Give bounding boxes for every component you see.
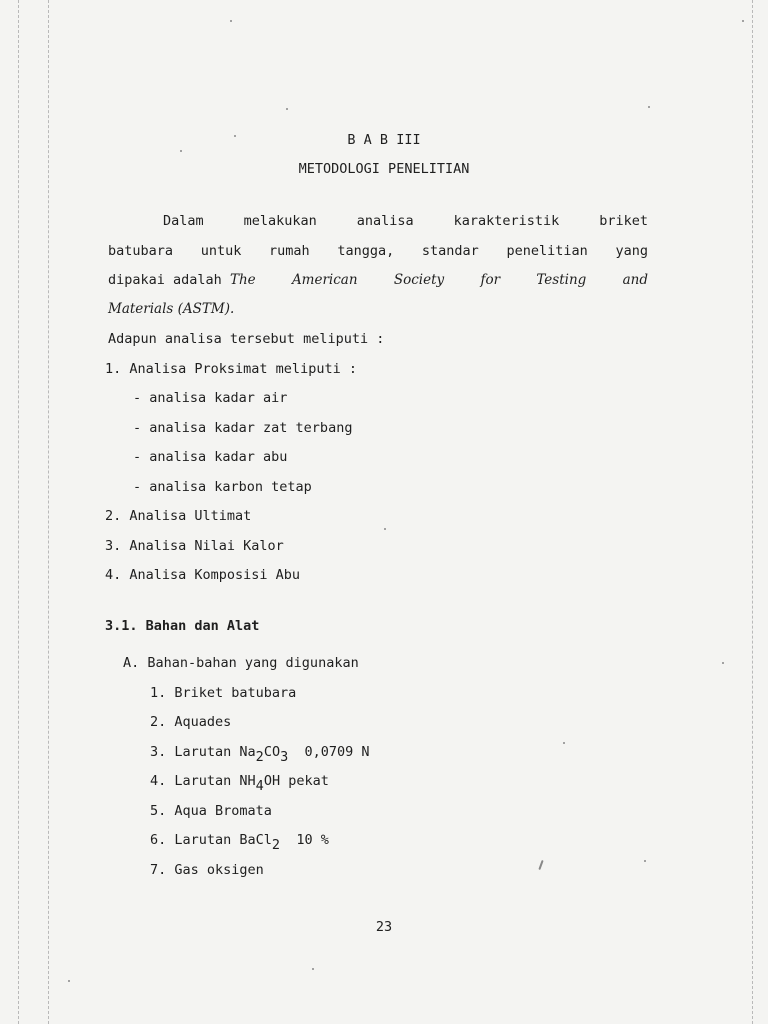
material-6: 6. Larutan BaCl2 10 % bbox=[150, 832, 329, 853]
paragraph-line-1: Dalam melakukan analisa karakteristik briket bbox=[163, 213, 648, 229]
material-1: 1. Briket batubara bbox=[150, 685, 297, 701]
sub-item-1: - analisa kadar air bbox=[133, 390, 288, 406]
page-number: 23 bbox=[375, 919, 393, 935]
subsection-heading: A. Bahan-bahan yang digunakan bbox=[123, 655, 359, 671]
paragraph-line-4: Materials (ASTM). bbox=[108, 301, 235, 317]
material-7: 7. Gas oksigen bbox=[150, 862, 264, 878]
chapter-heading: B A B III bbox=[347, 132, 421, 148]
sub-item-2: - analisa kadar zat terbang bbox=[133, 420, 353, 436]
section-heading: 3.1. Bahan dan Alat bbox=[105, 618, 260, 634]
material-4: 4. Larutan NH4OH pekat bbox=[150, 773, 329, 794]
sub-item-4: - analisa karbon tetap bbox=[133, 479, 312, 495]
scan-edge-left-inner bbox=[48, 0, 49, 1024]
intro-line: Adapun analisa tersebut meliputi : bbox=[108, 331, 385, 347]
list-item-3: 3. Analisa Nilai Kalor bbox=[105, 538, 284, 554]
sub-item-3: - analisa kadar abu bbox=[133, 449, 288, 465]
paragraph-line-2: batubara untuk rumah tangga, standar penelitian yang bbox=[108, 243, 648, 259]
scan-edge-left bbox=[18, 0, 19, 1024]
paragraph-line-3: dipakai adalah The American Society for Testing and bbox=[108, 272, 648, 288]
list-item-2: 2. Analisa Ultimat bbox=[105, 508, 252, 524]
list-item-4: 4. Analisa Komposisi Abu bbox=[105, 567, 301, 583]
material-3: 3. Larutan Na2CO3 0,0709 N bbox=[150, 744, 370, 765]
material-5: 5. Aqua Bromata bbox=[150, 803, 272, 819]
material-2: 2. Aquades bbox=[150, 714, 232, 730]
chapter-title: METODOLOGI PENELITIAN bbox=[298, 161, 470, 177]
list-item-1: 1. Analisa Proksimat meliputi : bbox=[105, 361, 357, 377]
scan-edge-right bbox=[752, 0, 753, 1024]
